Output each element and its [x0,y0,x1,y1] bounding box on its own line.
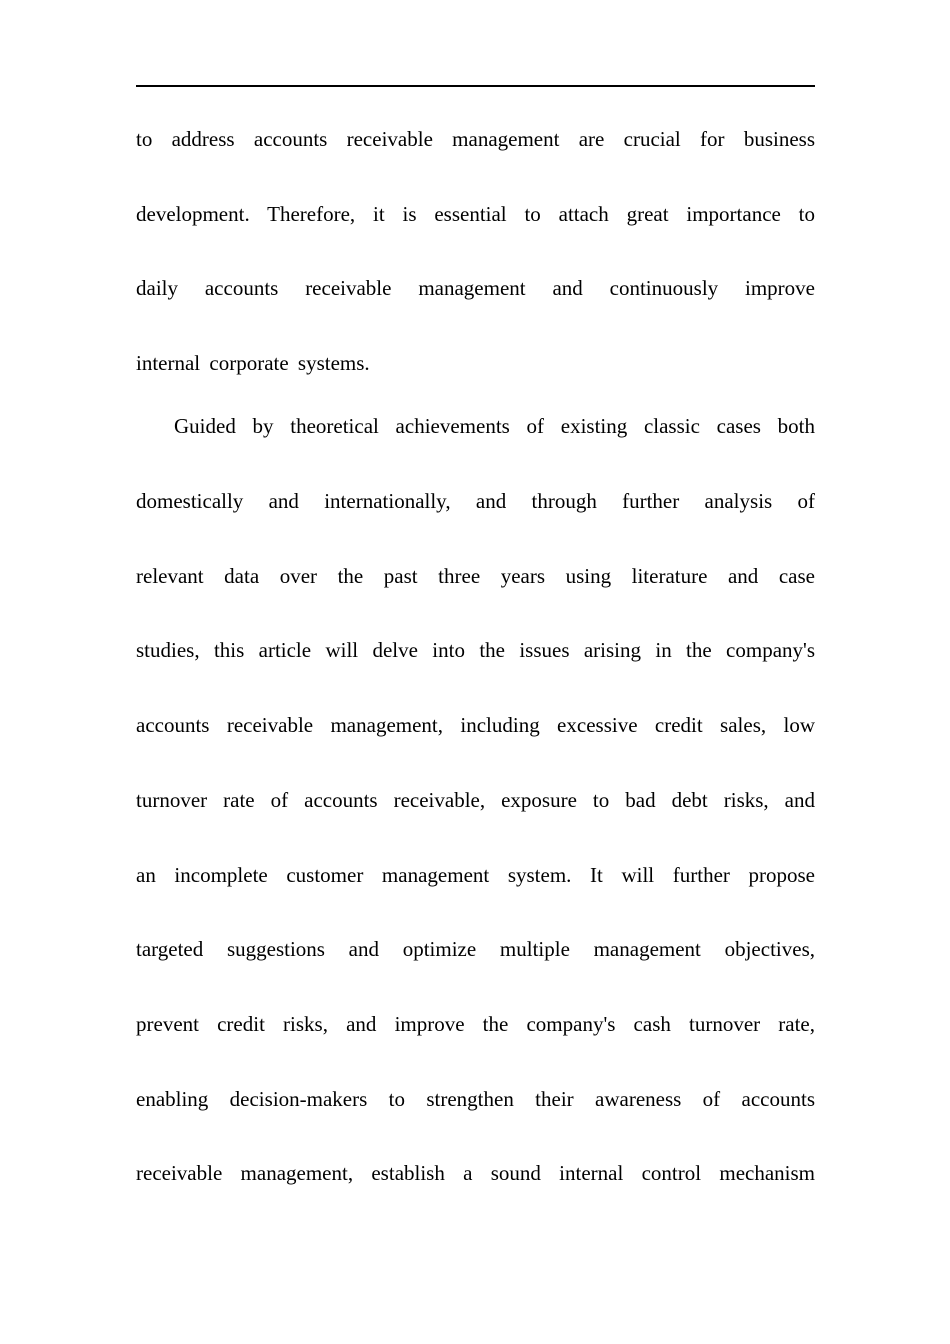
paragraph-1-line-4: internal corporate systems. [136,351,370,375]
paragraph-2-line-8: targeted suggestions and optimize multiple management objectives, [136,937,815,961]
paragraph-2-line-9: prevent credit risks, and improve the company's cash turnover rate, [136,1012,815,1036]
paragraph-2-line-11: receivable management, establish a sound internal control mechanism [136,1161,815,1185]
paragraph-2-line-4: studies, this article will delve into the issues arising in the company's [136,638,815,662]
paragraph-1-line-2: development. Therefore, it is essential to attach great importance to [136,202,815,226]
paragraph-1-line-3: daily accounts receivable management and continuously improve [136,276,815,300]
header-rule [136,85,815,87]
paragraph-1-line-1: to address accounts receivable management are crucial for business [136,127,815,151]
paragraph-2-line-10: enabling decision-makers to strengthen their awareness of accounts [136,1087,815,1111]
paragraph-2-line-7: an incomplete customer management system. It will further propose [136,863,815,887]
paragraph-2-line-1: Guided by theoretical achievements of existing classic cases both [174,414,815,438]
paragraph-2-line-2: domestically and internationally, and through further analysis of [136,489,815,513]
paragraph-2-line-5: accounts receivable management, including excessive credit sales, low [136,713,815,737]
paragraph-2-line-3: relevant data over the past three years using literature and case [136,564,815,588]
paragraph-2-line-6: turnover rate of accounts receivable, exposure to bad debt risks, and [136,788,815,812]
